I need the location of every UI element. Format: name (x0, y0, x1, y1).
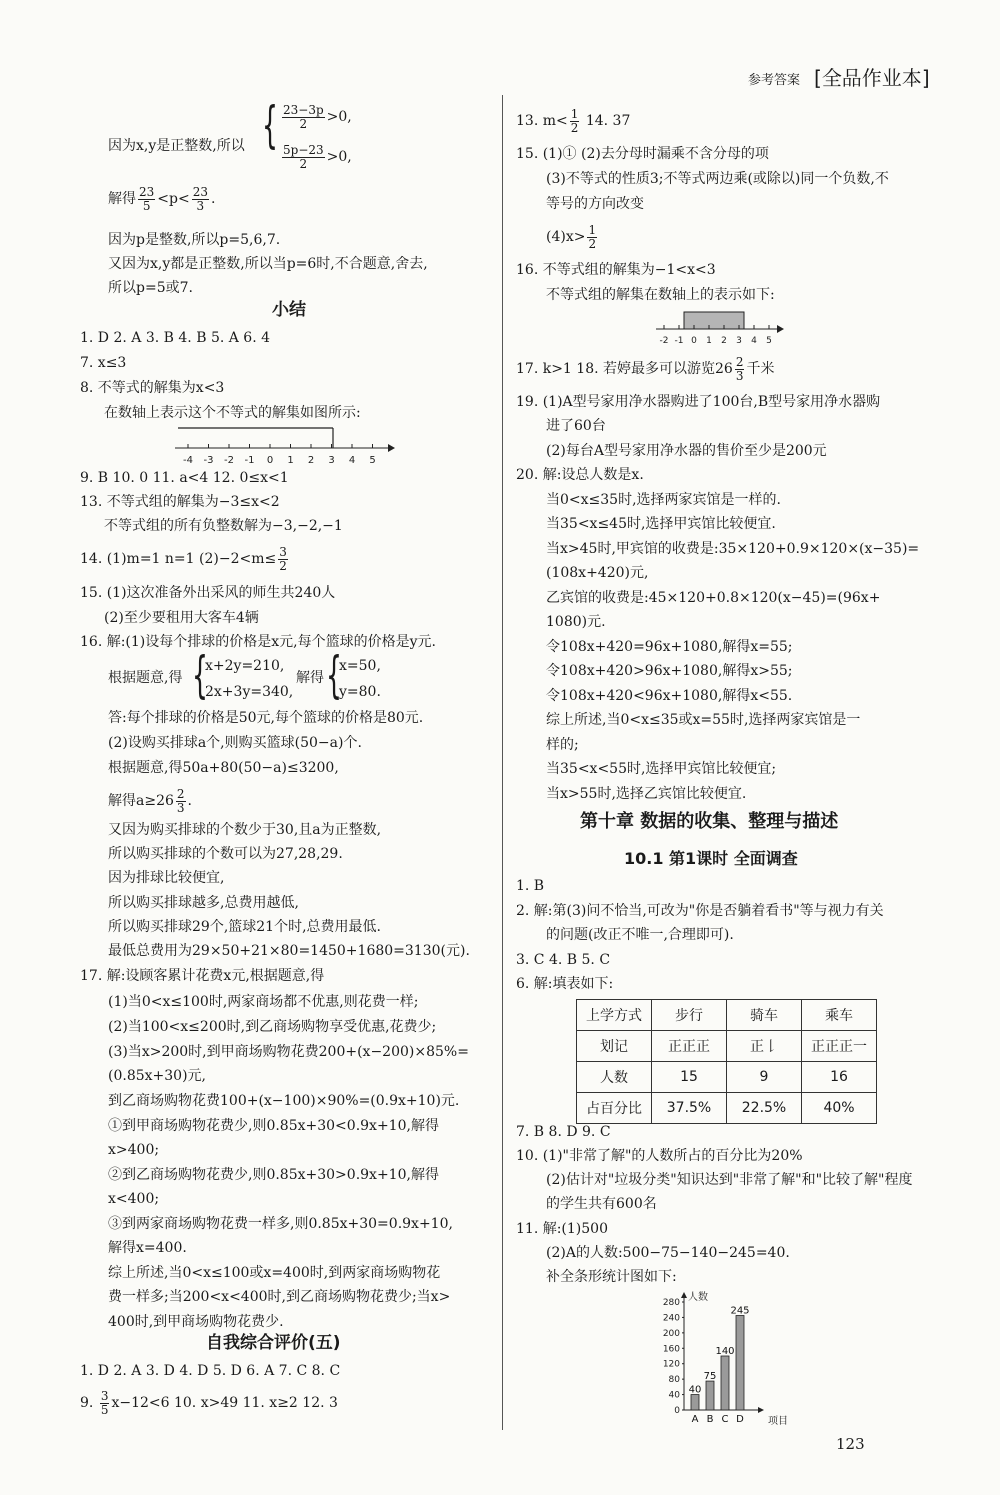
table-cell: 16 (802, 1062, 877, 1093)
number-line-label: 3 (328, 455, 335, 465)
y-tick-label: 160 (662, 1344, 680, 1355)
answer-line: 又因为购买排球的个数少于30,且a为正整数, (108, 822, 382, 838)
answer-line: (1)当0<x≤100时,两家商场都不优惠,则花费一样; (108, 994, 419, 1010)
number-line-label: 4 (751, 336, 757, 346)
table-cell: 9 (727, 1062, 802, 1093)
bar-value-label: 40 (688, 1384, 702, 1396)
category-label: A (691, 1414, 699, 1425)
answer-line: 15. (1)这次准备外出采风的师生共240人 (80, 585, 336, 601)
answer-line: 所以购买排球29个,篮球21个时,总费用最低. (108, 919, 381, 935)
answer-line: 16. 不等式组的解集为−1<x<3 (516, 262, 716, 278)
y-tick-label: 200 (662, 1328, 680, 1339)
number-line-label: 3 (736, 336, 742, 346)
bar (691, 1395, 699, 1410)
q16-eq2: 2x+3y=340, (205, 684, 294, 700)
answer-line: 1. D 2. A 3. D 4. D 5. D 6. A 7. C 8. C (80, 1363, 341, 1379)
q16-sol2: y=80. (339, 684, 381, 700)
answer-line: 所以购买排球的个数可以为27,28,29. (108, 846, 343, 862)
answer-line: 不等式组的所有负整数解为−3,−2,−1 (104, 518, 343, 534)
answer-line-13: 13. m< $\frac{1}{2}$ 14. 37 (516, 107, 631, 135)
table-header-cell: 步行 (652, 1000, 727, 1031)
answer-line: ①到甲商场购物花费少,则0.85x+30<0.9x+10,解得 (108, 1118, 439, 1134)
answer-line: 11. 解:(1)500 (516, 1221, 608, 1237)
table-cell: 划记 (577, 1031, 652, 1062)
table-cell: 22.5% (727, 1093, 802, 1124)
answer-line: 7. x≤3 (80, 355, 127, 371)
bar-value-label: 140 (715, 1346, 735, 1357)
answer-line: x<400; (108, 1191, 160, 1207)
q16-sol1: x=50, (339, 658, 381, 674)
y-axis-arrow (681, 1292, 687, 1298)
y-tick-label: 80 (668, 1375, 680, 1386)
table-cell: 占百分比 (577, 1093, 652, 1124)
answer-line: 令108x+420=96x+1080,解得x=55; (546, 639, 793, 655)
answer-line: 进了60台 (546, 418, 606, 434)
answer-line: (2)估计对"垃圾分类"知识达到"非常了解"和"比较了解"程度 (546, 1172, 913, 1188)
answer-line: 1. B (516, 878, 545, 894)
system-line-a: $\frac{23-3p}{2}$ >0, (283, 103, 352, 131)
table-cell: 正𠄌 (727, 1031, 802, 1062)
header-label: 参考答案 (748, 73, 801, 88)
table-cell: 人数 (577, 1062, 652, 1093)
number-line-label: -2 (224, 455, 234, 465)
y-tick-label: 240 (662, 1313, 680, 1324)
table-row (577, 1062, 877, 1093)
table-header-row (577, 1000, 877, 1031)
table-cell: 37.5% (652, 1093, 727, 1124)
answer-line: 20. 解:设总人数是x. (516, 467, 644, 483)
answer-line: 当x>55时,选择乙宾馆比较便宜. (546, 786, 747, 802)
answer-line-14: 14. (1)m=1 n=1 (2)−2<m≤ $\frac{3}{2}$ (80, 545, 287, 573)
answer-line: 2. 解:第(3)问不恰当,可改为"你是否躺着看书"等与视力有关 (516, 903, 884, 919)
section-title-xiaojie: 小结 (272, 300, 306, 320)
answer-line: x>400; (108, 1142, 160, 1158)
number-line-2 (654, 306, 784, 346)
answer-line: (2)设购买排球a个,则购买篮球(50−a)个. (108, 735, 362, 751)
table-cell: 40% (802, 1093, 877, 1124)
answer-line: 9. B 10. 0 11. a<4 12. 0≤x<1 (80, 470, 289, 486)
text-line: 因为p是整数,所以p=5,6,7. (108, 232, 281, 248)
answer-line: (3)不等式的性质3;不等式两边乘(或除以)同一个负数,不 (546, 171, 889, 187)
number-line-1 (170, 425, 395, 465)
answer-line: 13. 不等式组的解集为−3≤x<2 (80, 494, 280, 510)
number-line-label: 2 (307, 455, 315, 465)
x-axis-arrow (758, 1407, 764, 1413)
category-label: B (706, 1414, 714, 1425)
bar (736, 1316, 744, 1411)
answer-line: 费一样多;当200<x<400时,到乙商场购物花费少;当x> (108, 1289, 451, 1305)
commute-table (576, 999, 877, 1124)
category-label: C (721, 1414, 729, 1425)
answer-line: 1. D 2. A 3. B 4. B 5. A 6. 4 (80, 330, 271, 346)
answer-line: 当0<x≤35时,选择两家宾馆是一样的. (546, 492, 781, 508)
table-cell: 正正正一 (802, 1031, 877, 1062)
answer-line: 等号的方向改变 (546, 196, 644, 212)
category-label: D (736, 1414, 744, 1425)
number-line-label: 5 (369, 455, 376, 465)
answer-line: 补全条形统计图如下: (546, 1269, 677, 1285)
page-number: 123 (836, 1435, 865, 1453)
answer-line: 综上所述,当0<x≤100或x=400时,到两家商场购物花 (108, 1265, 441, 1281)
table-header-cell: 乘车 (802, 1000, 877, 1031)
number-line-label: 5 (766, 336, 772, 346)
answer-line: 400时,到甲商场购物花费少. (108, 1314, 284, 1330)
answer-line: (2)当100<x≤200时,到乙商场购物享受优惠,花费少; (108, 1019, 437, 1035)
system-line-b: $\frac{5p-23}{2}$ >0, (283, 143, 352, 171)
answer-line-15d: (4)x> $\frac{1}{2}$ (546, 223, 597, 251)
answer-line: 综上所述,当0<x≤35或x=55时,选择两家宾馆是一 (546, 712, 861, 728)
answer-line-17: 17. k>1 18. 若婷最多可以游览26 $\frac{2}{3}$ 千米 (516, 355, 775, 383)
answer-line: 17. 解:设顾客累计花费x元,根据题意,得 (80, 968, 325, 984)
book-name: 全品作业本 (821, 66, 922, 90)
number-line-label: -4 (183, 455, 193, 465)
q16-solve-label: 解得 (296, 670, 324, 686)
y-tick-label: 280 (662, 1298, 680, 1308)
number-line-label: -2 (659, 336, 669, 346)
answer-line: (2)至少要租用大客车4辆 (104, 610, 259, 626)
answer-line: 乙宾馆的收费是:45×120+0.8×120(x−45)=(96x+ (546, 590, 881, 606)
answer-line-16f: 解得a≥26 $\frac{2}{3}$ . (108, 787, 192, 815)
bar-value-label: 75 (703, 1371, 717, 1383)
answer-line: ②到乙商场购物花费少,则0.85x+30>0.9x+10,解得 (108, 1167, 439, 1183)
chapter-title: 第十章 数据的收集、整理与描述 (580, 811, 839, 832)
bar (721, 1356, 729, 1410)
system-brace: { (262, 96, 278, 154)
table-row (577, 1031, 877, 1062)
answer-line: 8. 不等式的解集为x<3 (80, 380, 225, 396)
answer-line: ③到两家商场购物花费一样多,则0.85x+30=0.9x+10, (108, 1216, 453, 1232)
number-line-label: 2 (721, 336, 727, 346)
table-header-cell: 骑车 (727, 1000, 802, 1031)
answer-line: 令108x+420>96x+1080,解得x>55; (546, 663, 793, 679)
answer-line: 15. (1)① (2)去分母时漏乘不含分母的项 (516, 146, 769, 162)
column-divider (502, 95, 503, 1430)
answer-line: (2)每台A型号家用净水器的售价至少是200元 (546, 443, 827, 459)
answer-line: 令108x+420<96x+1080,解得x<55. (546, 688, 793, 704)
answer-line-e9: 9. $\frac{3}{5}$ x−12<6 10. x>49 11. x≥2 12. 3 (80, 1389, 338, 1417)
table-header-cell: 上学方式 (577, 1000, 652, 1031)
answer-line: 根据题意,得50a+80(50−a)≤3200, (108, 760, 339, 776)
y-axis-label: 人数 (688, 1292, 708, 1303)
q16-eq1: x+2y=210, (205, 658, 285, 674)
answer-line: 所以购买排球越多,总费用越低, (108, 895, 299, 911)
answer-line: 的学生共有600名 (546, 1196, 657, 1212)
answer-line: 最低总费用为29×50+21×80=1450+1680=3130(元). (108, 943, 470, 959)
x-axis-label: 项目 (768, 1416, 788, 1427)
section-title-eval: 自我综合评价(五) (206, 1333, 341, 1353)
table-cell: 正正正 (652, 1031, 727, 1062)
number-line-label: -1 (244, 455, 255, 465)
book-title: [全品作业本] (814, 66, 930, 90)
bar (706, 1381, 714, 1410)
table-cell: 15 (652, 1062, 727, 1093)
number-line-label: 1 (287, 455, 294, 465)
solve-range: 解得 $\frac{23}{5}$ <p< $\frac{23}{3}$ . (108, 185, 216, 213)
answer-line: 3. C 4. B 5. C (516, 952, 611, 968)
answer-line: (2)A的人数:500−75−140−245=40. (546, 1245, 790, 1261)
q16-system-label: 根据题意,得 (108, 670, 183, 686)
bar-chart (650, 1290, 800, 1430)
y-tick-label: 0 (674, 1406, 680, 1416)
answer-line: 解得x=400. (108, 1240, 187, 1256)
q16-brace-1: { (192, 646, 208, 704)
answer-line: (3)当x>200时,到甲商场购物花费200+(x−200)×85%= (108, 1044, 469, 1060)
answer-line: 6. 解:填表如下: (516, 976, 614, 992)
number-line-label: 4 (348, 455, 356, 465)
answer-line: 样的; (546, 737, 579, 753)
answer-line: (0.85x+30)元, (108, 1068, 206, 1084)
number-line-label: 1 (706, 336, 712, 346)
answer-line: 7. B 8. D 9. C (516, 1124, 611, 1140)
y-tick-label: 40 (668, 1390, 680, 1401)
bar-value-label: 245 (730, 1305, 750, 1317)
text-line: 又因为x,y都是正整数,所以当p=6时,不合题意,舍去, (108, 256, 428, 272)
answer-line: 10. (1)"非常了解"的人数所占的百分比为20% (516, 1148, 803, 1164)
answer-line: 答:每个排球的价格是50元,每个篮球的价格是80元. (108, 710, 424, 726)
answer-line: 当x>45时,甲宾馆的收费是:35×120+0.9×120×(x−35)= (546, 541, 920, 557)
number-line-label: -3 (203, 455, 214, 465)
text-line: 所以p=5或7. (108, 280, 193, 296)
y-tick-label: 120 (662, 1359, 680, 1370)
answer-line: 1080)元. (546, 614, 606, 630)
table-row (577, 1093, 877, 1124)
answer-line: (108x+420)元, (546, 565, 649, 581)
section-title: 10.1 第1课时 全面调查 (624, 849, 798, 868)
number-line-label: -1 (674, 336, 684, 346)
answer-line: 19. (1)A型号家用净水器购进了100台,B型号家用净水器购 (516, 394, 881, 410)
int-reason: 因为x,y是正整数,所以 (108, 138, 245, 154)
answer-line: 不等式组的解集在数轴上的表示如下: (546, 287, 775, 303)
answer-line: 到乙商场购物花费100+(x−100)×90%=(0.9x+10)元. (108, 1093, 460, 1109)
answer-line: 当35<x≤45时,选择甲宾馆比较便宜. (546, 516, 776, 532)
answer-line: 16. 解:(1)设每个排球的价格是x元,每个篮球的价格是y元. (80, 634, 436, 650)
q16-brace-2: { (326, 646, 342, 704)
number-line-label: 0 (691, 336, 697, 346)
answer-line: 因为排球比较便宜, (108, 870, 225, 886)
answer-line: 当35<x<55时,选择甲宾馆比较便宜; (546, 761, 777, 777)
number-line-label: 0 (266, 455, 274, 465)
answer-line: 在数轴上表示这个不等式的解集如图所示: (104, 405, 361, 421)
answer-line: 的问题(改正不唯一,合理即可). (546, 927, 734, 943)
